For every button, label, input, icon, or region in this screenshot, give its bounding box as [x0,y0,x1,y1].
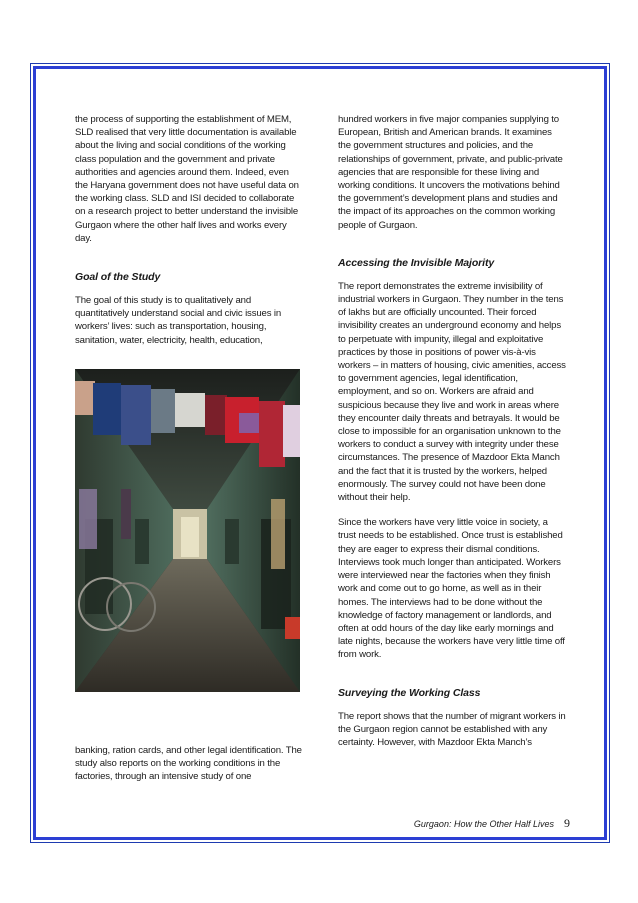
goal-paragraph: The goal of this study is to qualitatively and quantitatively understand social and civic issues in workers’ lives: such as transportation, housing, sanitation, water, electricity, health, education, [75,295,282,346]
page-number: 9 [564,816,570,830]
surveying-heading: Surveying the Working Class [338,686,481,699]
accessing-paragraph-2: Since the workers have very little voice in society, a trust needs to be established. Once trust is established they are eager to express their dismal conditions. Interviews took much longer than anticipated. Workers were interviewed near the factories when they finish work and come out to go home, as well as in their homes. The interviews had to be done without the knowledge of factory management or landlords, and often at odd hours of the day like early mornings and late nights, because the workers have very little time off from work. [338,517,565,661]
goal-continuation-paragraph: banking, ration cards, and other legal identification. The study also reports on the working conditions in the factories, through an intensive study of one [75,745,302,783]
accessing-heading: Accessing the Invisible Majority [338,256,495,269]
corridor-photo [75,369,300,692]
page-footer [400,816,570,831]
left-column [75,113,303,347]
surveying-paragraph: The report shows that the number of migrant workers in the Gurgaon region cannot be established with any certainty. However, with Mazdoor Ekta Manch’s [338,710,566,748]
left-column-continuation [75,744,303,784]
goal-heading: Goal of the Study [75,271,161,284]
accessing-paragraph-1: The report demonstrates the extreme invisibility of industrial workers in Gurgaon. They number in the tens of lakhs but are officially uncounted. Their forced invisibility creates an underground economy and helps to perpetuate with impunity, illegal and exploitative practices by those in positions of power vis-à-vis workers – in matters of housing, civic amenities, access to government agencies, legal identification, employment, and so on. Workers are afraid and suspicious because they live and work in areas where they encounter daily threats and betrayals. It would be close to impossible for an organisation unknown to the workers to conduct a survey with integrity under these circumstances. The presence of Mazdoor Ekta Manch and the fact that it is trusted by the workers, helped enormously. The survey could not have been done without their help. [338,280,566,504]
left-intro-paragraph: the process of supporting the establishment of MEM, SLD realised that very little documentation is available about the living and social conditions of the working class population and the government and private authorities and agencies around them. Indeed, even the Haryana government does not have useful data on the working class. SLD and ISI decided to collaborate on a research project to better understand the invisible Gurgaon where the other half lives and works every day. [75,114,299,244]
right-intro-paragraph: hundred workers in five major companies supplying to European, British and American brands. It examines the government structures and policies, and the relationships of government, private, and public-private agencies that are responsible for these living and working conditions. It uncovers the motivations behind the government’s development plans and studies and the impact of its approaches on the common working people of Gurgaon. [338,114,563,231]
right-column [338,113,566,749]
footer-title: Gurgaon: How the Other Half Lives [413,819,554,829]
